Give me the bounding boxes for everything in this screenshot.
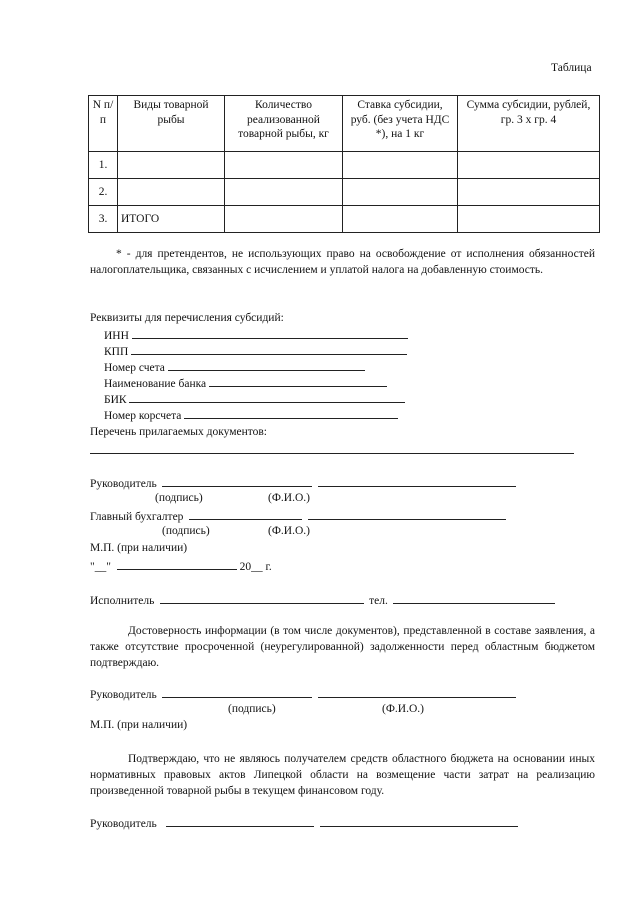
head-signature-line-3[interactable]: [166, 815, 314, 827]
table-row: [89, 179, 600, 206]
date-row: [90, 558, 272, 575]
accountant-fio-line[interactable]: [308, 508, 506, 520]
table-row: [89, 152, 600, 179]
requisites-title: Реквизиты для перечисления субсидий:: [90, 312, 284, 324]
head-label: Руководитель: [90, 478, 157, 490]
head-label-3: Руководитель: [90, 818, 157, 830]
requisite-account-label: Номер счета: [104, 362, 165, 374]
table-cell: [458, 206, 600, 233]
table-cell: [118, 179, 225, 206]
table-cell: 3.: [89, 206, 118, 233]
head-signature-row-3: [90, 815, 518, 832]
table-cell: [225, 206, 343, 233]
table-cell-total-label: ИТОГО: [118, 206, 225, 233]
requisite-bank: [104, 375, 387, 392]
col-header-sum: Сумма субсидии, рублей, гр. 3 x гр. 4: [458, 96, 600, 152]
col-header-quantity: Количество реализованной товарной рыбы, кг: [225, 96, 343, 152]
head-signature-line-2[interactable]: [162, 686, 312, 698]
date-year[interactable]: 20__ г.: [239, 561, 272, 573]
requisite-bik: [104, 391, 405, 408]
bik-input-line[interactable]: [129, 391, 405, 403]
executor-row: [90, 592, 555, 609]
col-header-rate: Ставка субсидии, руб. (без учета НДС *), на 1 кг: [343, 96, 458, 152]
requisite-inn: [104, 327, 408, 344]
requisite-kpp: [104, 343, 407, 360]
caption-signature-3: (подпись): [228, 703, 276, 715]
caption-fio-2: (Ф.И.О.): [268, 525, 310, 537]
phone-label: тел.: [369, 595, 388, 607]
table-cell: [118, 152, 225, 179]
table-cell: [343, 179, 458, 206]
accountant-signature-row: [90, 508, 506, 525]
inn-input-line[interactable]: [132, 327, 408, 339]
table-header-row: [89, 96, 600, 152]
col-header-fish-type: Виды товарной рыбы: [118, 96, 225, 152]
requisite-bank-label: Наименование банка: [104, 378, 207, 390]
accountant-signature-line[interactable]: [189, 508, 302, 520]
requisite-account: [104, 359, 365, 376]
attachments-label: Перечень прилагаемых документов:: [90, 426, 268, 438]
caption-signature-2: (подпись): [162, 525, 210, 537]
account-input-line[interactable]: [168, 359, 365, 371]
head-label-2: Руководитель: [90, 689, 157, 701]
head-signature-row-2: [90, 686, 516, 703]
table-cell: [458, 179, 600, 206]
corr-account-input-line[interactable]: [184, 407, 398, 419]
confirmation-reliability: Достоверность информации (в том числе документов), представленной в составе заявления, а также отсутствие просроченной (неурегулированной) задолженности перед областным бюджетом подтверждаю.: [90, 625, 595, 669]
requisite-bik-label: БИК: [104, 394, 127, 406]
caption-fio: (Ф.И.О.): [268, 492, 310, 504]
requisite-inn-label: ИНН: [104, 330, 129, 342]
head-signature-row: [90, 475, 516, 492]
executor-label: Исполнитель: [90, 595, 155, 607]
head-signature-line[interactable]: [162, 475, 312, 487]
confirmation-not-recipient: Подтверждаю, что не являюсь получателем средств областного бюджета на основании иных нормативных правовых актов Липецкой области на возмещение части затрат на реализацию произведенной товарной рыбы в текущем финансовом году.: [90, 753, 595, 797]
kpp-input-line[interactable]: [131, 343, 407, 355]
head-fio-line-2[interactable]: [318, 686, 516, 698]
table-cell: [225, 152, 343, 179]
phone-input-line[interactable]: [393, 592, 555, 604]
table-caption: Таблица: [551, 62, 592, 74]
table-cell: 1.: [89, 152, 118, 179]
caption-fio-3: (Ф.И.О.): [382, 703, 424, 715]
table-row: [89, 206, 600, 233]
table-cell: [458, 152, 600, 179]
footnote: * - для претендентов, не использующих право на освобождение от исполнения обязанностей налогоплательщика, связанных с исчислением и уплатой налога на добавленную стоимость.: [90, 248, 595, 276]
stamp-note-2: М.П. (при наличии): [90, 719, 188, 731]
attachments-input-line[interactable]: [90, 453, 574, 454]
head-fio-line-3[interactable]: [320, 815, 518, 827]
requisite-kpp-label: КПП: [104, 346, 129, 358]
date-day[interactable]: "__": [90, 561, 111, 573]
subsidy-table: [88, 95, 600, 233]
requisite-corr-account: [104, 407, 398, 424]
head-fio-line[interactable]: [318, 475, 516, 487]
requisite-corr-account-label: Номер корсчета: [104, 410, 182, 422]
table-cell: [225, 179, 343, 206]
date-month-line[interactable]: [117, 558, 237, 570]
table-cell: 2.: [89, 179, 118, 206]
table-cell: [343, 152, 458, 179]
table-cell: [343, 206, 458, 233]
stamp-note: М.П. (при наличии): [90, 542, 188, 554]
bank-input-line[interactable]: [209, 375, 387, 387]
caption-signature: (подпись): [155, 492, 203, 504]
col-header-number: N п/п: [89, 96, 118, 152]
accountant-label: Главный бухгалтер: [90, 511, 184, 523]
executor-input-line[interactable]: [160, 592, 364, 604]
